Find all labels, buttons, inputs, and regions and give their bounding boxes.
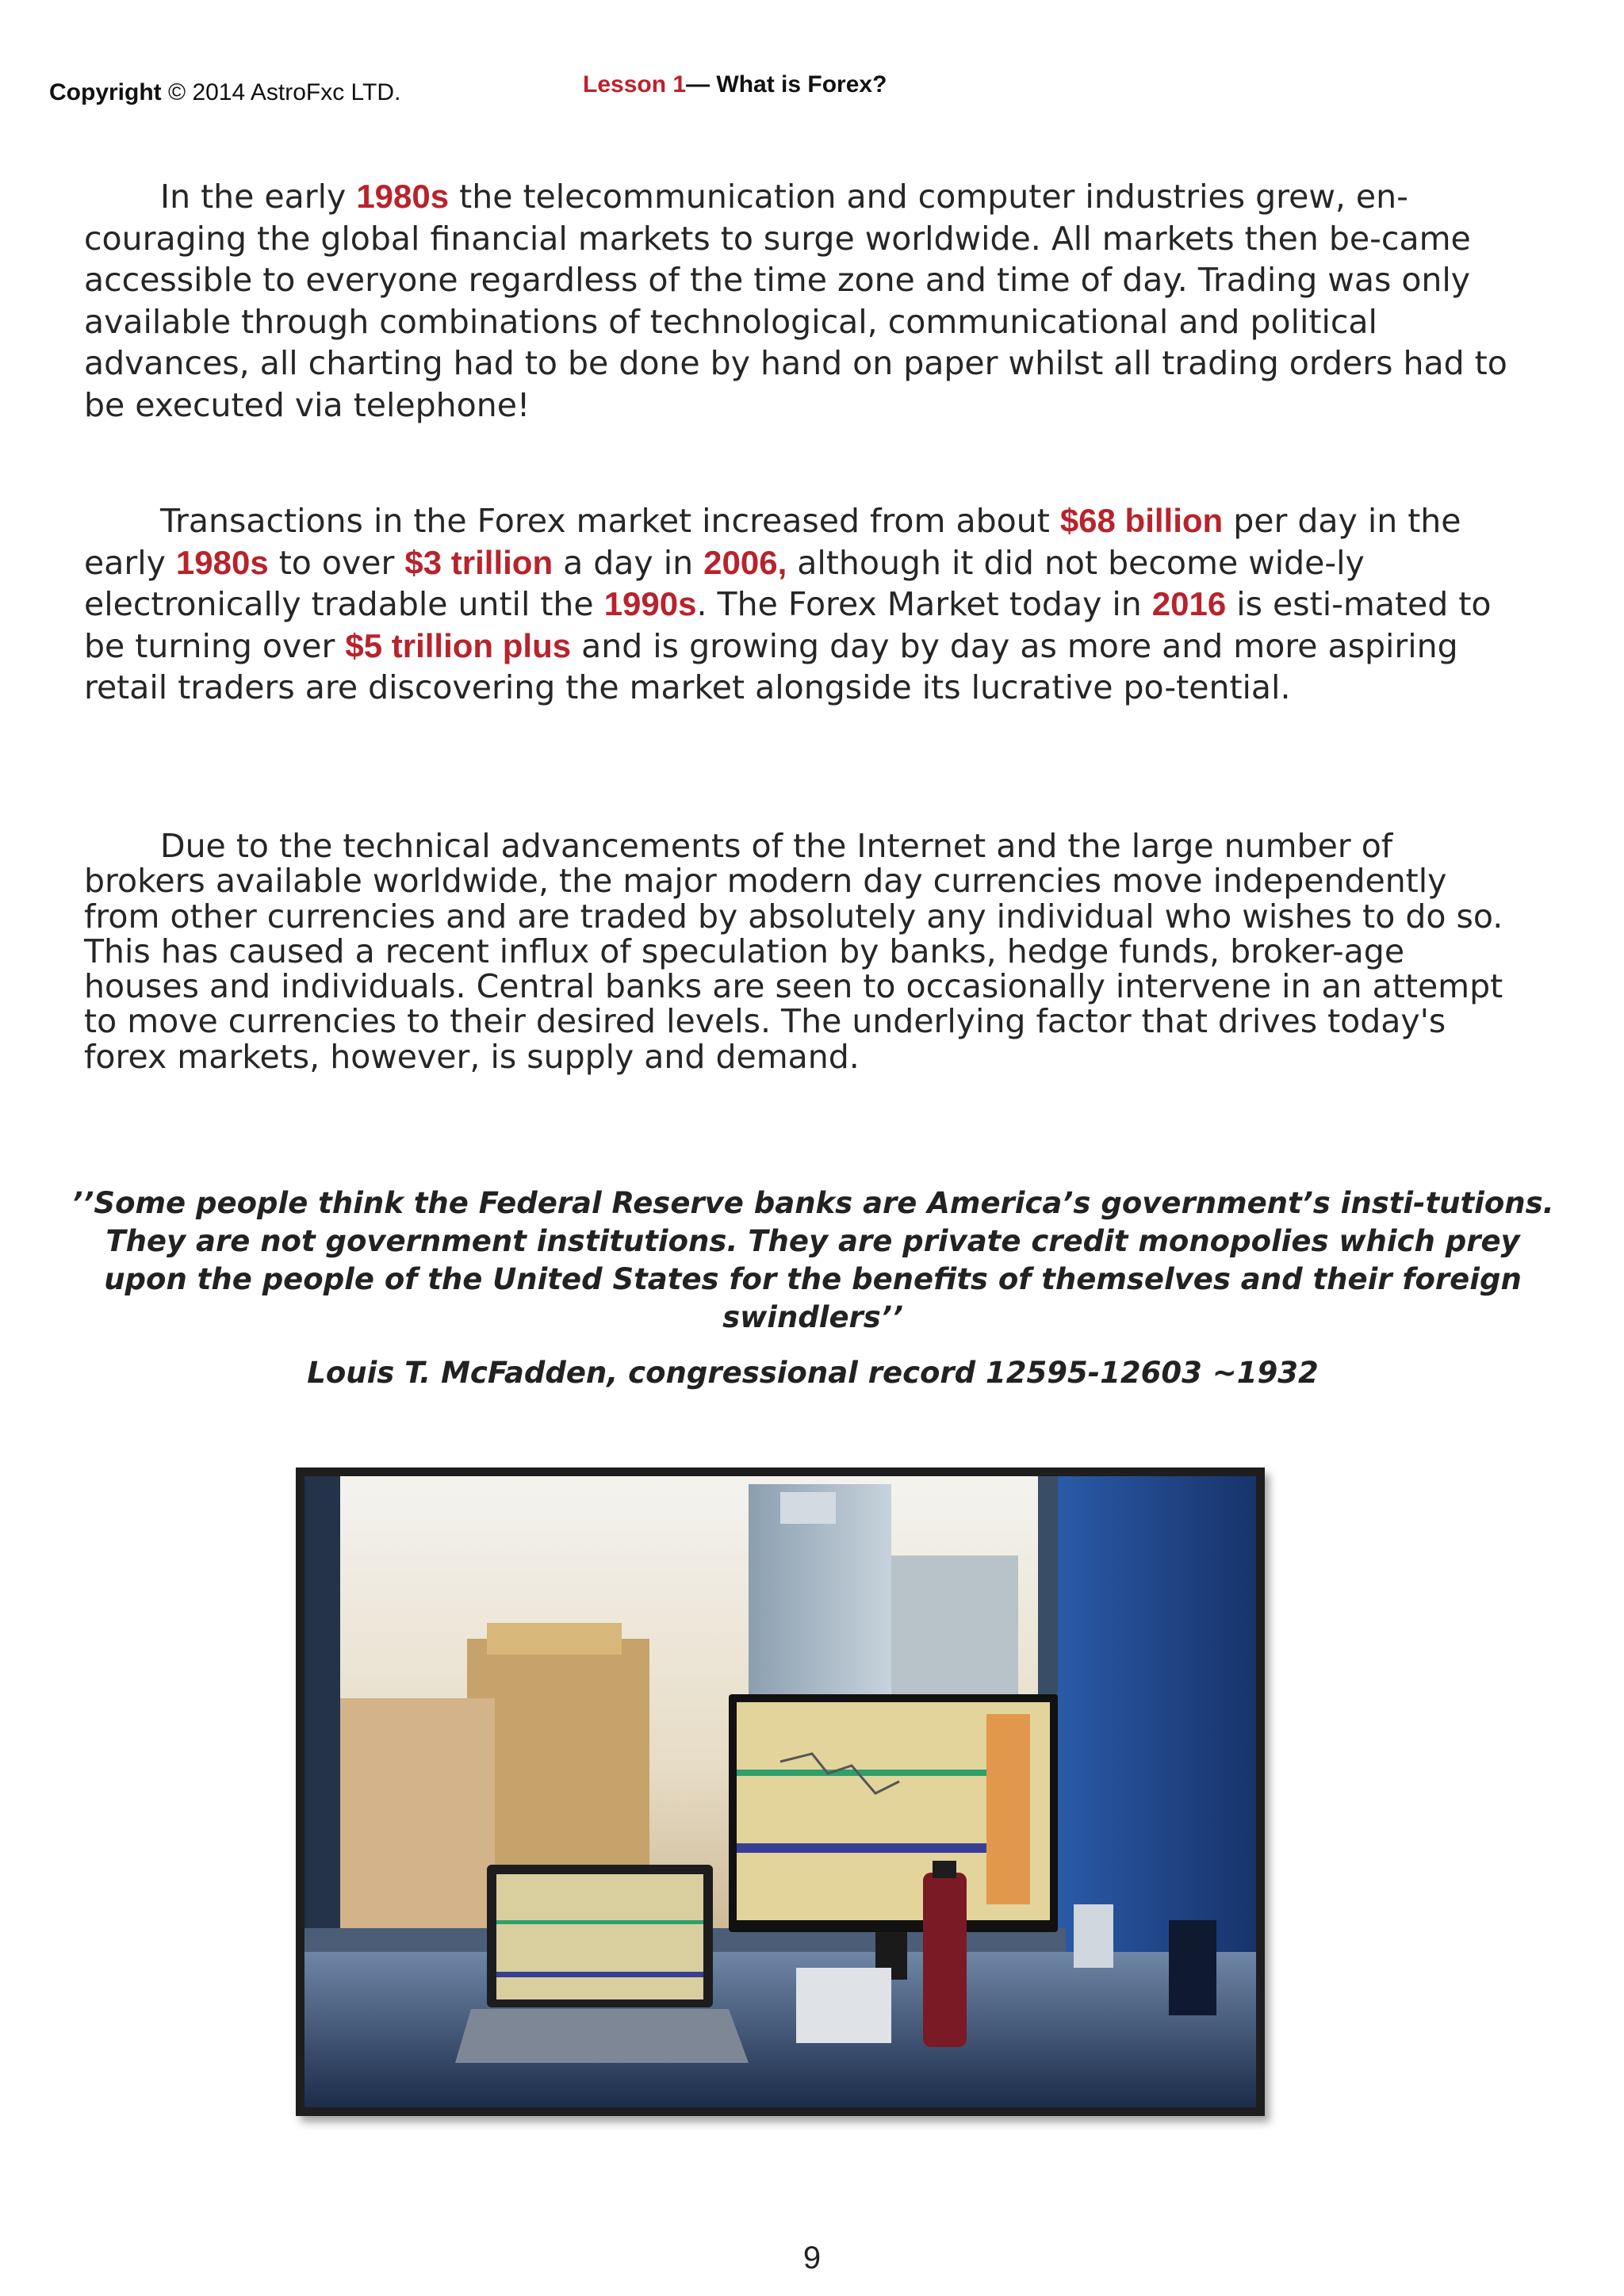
paragraph-text: the telecommunication and computer industries grew, en-couraging the global financial markets to surge worldwide. All markets then be-came accessible to everyone regardless of the time zone and time of day. Trading was only available through combinations of technological, communicational and political advances, all charting had to be done by hand on paper whilst all trading orders had to be executed via telephone!: [84, 178, 1507, 424]
page-number: 9: [802, 2241, 822, 2275]
paragraph-text: is esti-mated to be turning over: [84, 585, 1492, 665]
paragraph-text: . The Forex Market today in: [696, 585, 1152, 624]
paragraph-text: In the early: [160, 178, 357, 216]
lesson-header: [583, 71, 887, 98]
highlighted-term: 2006,: [703, 543, 787, 581]
lesson-label: Lesson 1: [583, 71, 687, 98]
copyright-label: Copyright: [49, 79, 162, 105]
trading-desk-photo: [296, 1468, 1265, 2116]
paragraph-text: to over: [268, 543, 405, 582]
paragraph-forex-volume: [84, 500, 1511, 709]
highlighted-term: $3 trillion: [404, 543, 553, 581]
quote-text: ’’Some people think the Federal Reserve banks are America’s government’s insti-tutions. They are not government institutions. They are private credit monopolies which prey upon the people of the United States for the benefits of themselves and their foreign swindlers’’: [71, 1186, 1554, 1334]
paragraph-internet-brokers: [84, 828, 1511, 1074]
highlighted-term: 2016: [1151, 585, 1227, 623]
paragraph-text: per day in the early: [84, 502, 1461, 582]
highlighted-term: $68 billion: [1059, 502, 1224, 539]
trading-desk-photo-illustration: [304, 1476, 1256, 2107]
highlighted-term: 1990s: [603, 585, 697, 623]
highlighted-term: $5 trillion plus: [345, 626, 572, 664]
lesson-title: — What is Forex?: [686, 71, 887, 98]
paragraph-early-1980s: [84, 176, 1511, 427]
highlighted-term: 1980s: [175, 543, 269, 581]
paragraph-text: a day in: [553, 543, 704, 582]
paragraph-text: Transactions in the Forex market increased from about: [160, 502, 1060, 540]
paragraph-text: and is growing day by day as more and more aspiring retail traders are discovering the market alongside its lucrative po-tential.: [84, 626, 1458, 707]
copyright-notice: [49, 79, 400, 106]
paragraph-text: although it did not become wide-ly electronically tradable until the: [84, 543, 1365, 624]
copyright-text: © 2014 AstroFxc LTD.: [168, 79, 401, 105]
quote-attribution: Louis T. McFadden, congressional record 12595-12603 ~1932: [307, 1356, 1319, 1390]
paragraph-text: Due to the technical advancements of the Internet and the large number of brokers available worldwide, the major modern day currencies move independently from other currencies and are traded by absolutely any individual who wishes to do so. This has caused a recent influx of speculation by banks, hedge funds, broker-age houses and individuals. Central banks are seen to occasionally intervene in an attempt to move currencies to their desired levels. The underlying factor that drives today's forex markets, however, is supply and demand.: [84, 827, 1503, 1076]
highlighted-term: 1980s: [356, 178, 450, 215]
